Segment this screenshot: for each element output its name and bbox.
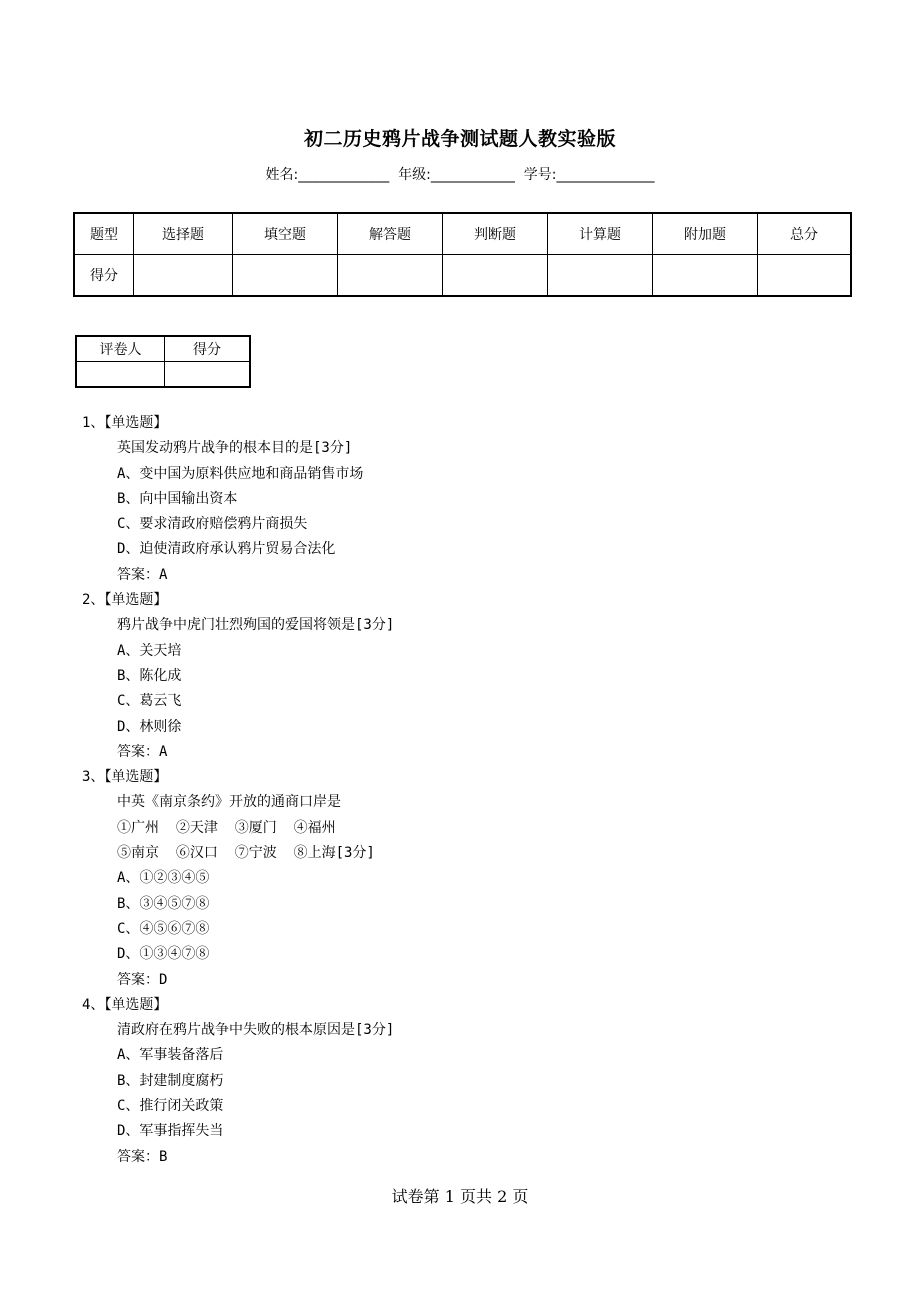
- score-header-cell: 填空题: [233, 213, 338, 255]
- score-table-score-row: [74, 255, 851, 297]
- question-option: D、军事指挥失当: [117, 1123, 224, 1140]
- question-stem: ⑤南京 ⑥汉口 ⑦宁波 ⑧上海[3分]: [117, 845, 375, 862]
- question-option: D、迫使清政府承认鸦片贸易合法化: [117, 541, 336, 558]
- score-cell: [134, 255, 233, 297]
- question-header: [82, 993, 782, 1018]
- score-cell: [233, 255, 338, 297]
- question-option: C、要求清政府赔偿鸦片商损失: [117, 516, 308, 533]
- question-stem: 英国发动鸦片战争的根本目的是[3分]: [117, 440, 353, 457]
- question-stem: 清政府在鸦片战争中失败的根本原因是[3分]: [117, 1022, 395, 1039]
- page-footer: 试卷第 1 页共 2 页: [391, 1187, 529, 1206]
- question-type: 【单选题】: [104, 592, 168, 609]
- score-cell: [758, 255, 852, 297]
- page-title: 初二历史鸦片战争测试题人教实验版: [303, 128, 616, 150]
- grader-blank-row: [76, 362, 250, 388]
- score-cell: [653, 255, 758, 297]
- score-row-label: 得分: [74, 255, 134, 297]
- question-list: [82, 411, 782, 1170]
- grader-header-row: [76, 336, 250, 362]
- question-option: A、变中国为原料供应地和商品销售市场: [117, 465, 364, 482]
- score-cell: [443, 255, 548, 297]
- question-option: A、军事装备落后: [117, 1047, 224, 1064]
- question-answer: 答案：A: [117, 743, 168, 760]
- question-option: B、封建制度腐朽: [117, 1072, 224, 1089]
- question-answer: 答案：B: [117, 1148, 168, 1165]
- question-option: A、①②③④⑤: [117, 870, 210, 887]
- score-cell: [338, 255, 443, 297]
- question-number: 2、: [82, 592, 105, 609]
- question-option: B、陈化成: [117, 667, 182, 684]
- question-option: B、向中国输出资本: [117, 490, 238, 507]
- question-type: 【单选题】: [104, 415, 168, 431]
- score-table-header-row: [74, 213, 851, 255]
- question-stem: ①广州 ②天津 ③厦门 ④福州: [117, 819, 336, 836]
- question-number: 3、: [82, 769, 105, 786]
- grader-cell: [165, 362, 251, 388]
- question-stem: 中英《南京条约》开放的通商口岸是: [117, 794, 341, 811]
- student-info-line: 姓名:_____________ 年级:____________ 学号:______________: [265, 167, 655, 183]
- score-header-cell: 附加题: [653, 213, 758, 255]
- question-type: 【单选题】: [104, 996, 168, 1013]
- question-option: D、林则徐: [117, 718, 182, 735]
- question-option: C、葛云飞: [117, 693, 182, 710]
- question-stem: 鸦片战争中虎门壮烈殉国的爱国将领是[3分]: [117, 617, 395, 634]
- question-header: [82, 411, 782, 436]
- question-option: D、①③④⑦⑧: [117, 946, 210, 963]
- question-answer: 答案：D: [117, 971, 168, 988]
- question-option: C、推行闭关政策: [117, 1098, 224, 1115]
- grader-cell: [76, 362, 165, 388]
- score-header-cell: 总分: [758, 213, 852, 255]
- score-header-cell: 选择题: [134, 213, 233, 255]
- score-header-cell: 解答题: [338, 213, 443, 255]
- question-option: C、④⑤⑥⑦⑧: [117, 920, 210, 937]
- score-header-cell: 题型: [74, 213, 134, 255]
- question-answer: 答案：A: [117, 566, 168, 583]
- score-header-cell: 计算题: [548, 213, 653, 255]
- question-option: A、关天培: [117, 642, 182, 659]
- question-header: [82, 588, 782, 613]
- question-number: 1、: [82, 415, 105, 431]
- grader-header-cell: 得分: [165, 336, 251, 362]
- grader-table: [75, 335, 251, 388]
- grader-header-cell: 评卷人: [76, 336, 165, 362]
- score-header-cell: 判断题: [443, 213, 548, 255]
- question-header: [82, 765, 782, 790]
- question-option: B、③④⑤⑦⑧: [117, 895, 210, 912]
- score-cell: [548, 255, 653, 297]
- score-table: [73, 212, 852, 297]
- question-number: 4、: [82, 996, 105, 1013]
- question-type: 【单选题】: [104, 769, 168, 786]
